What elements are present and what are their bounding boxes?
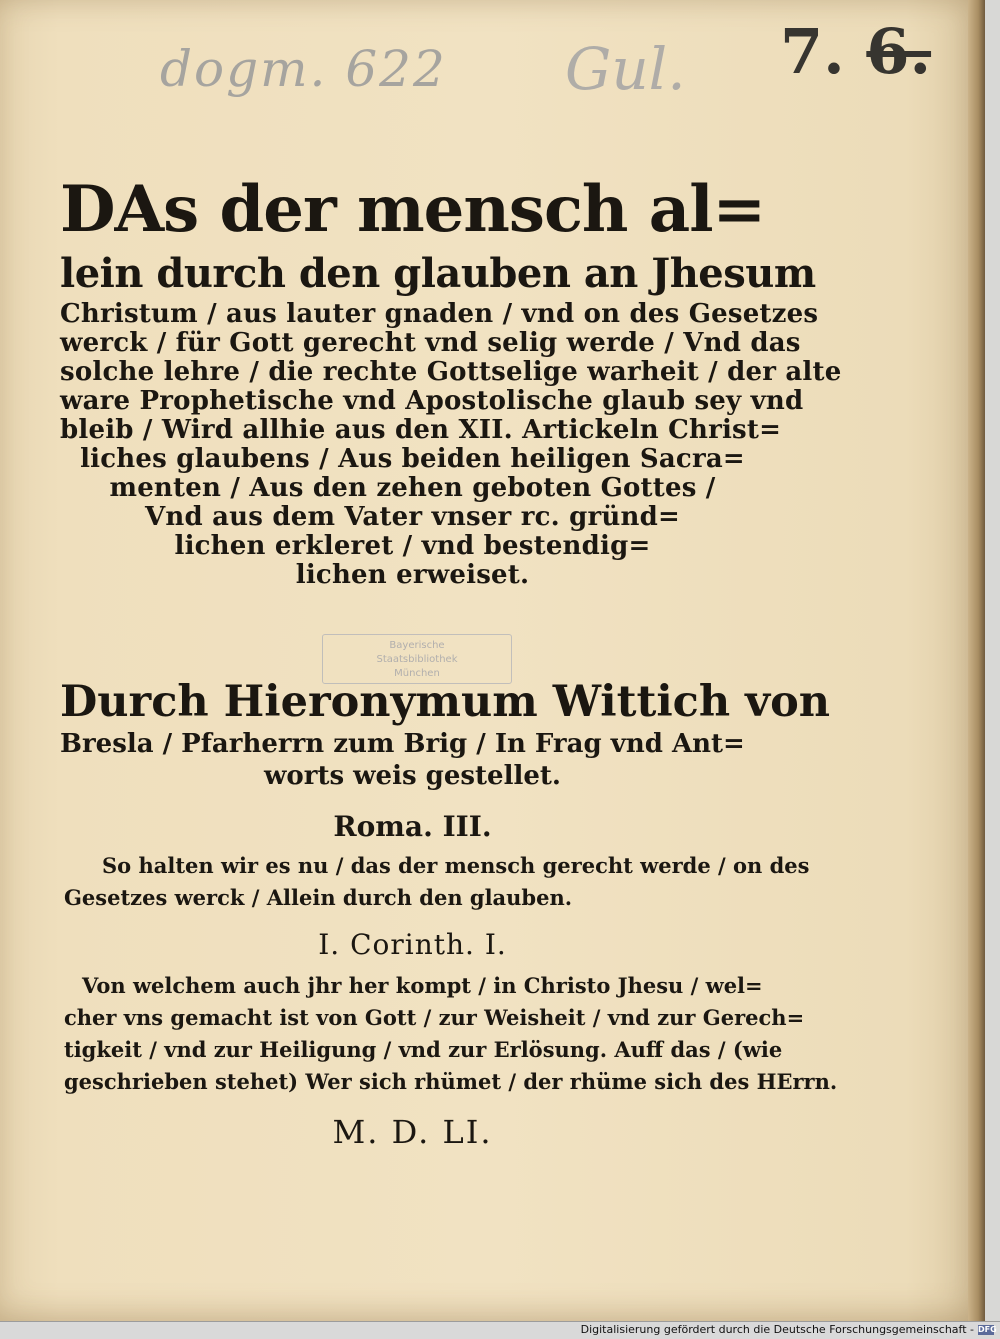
author-line: Durch Hieronymum Wittich von bbox=[60, 677, 831, 727]
quote-line: cher vns gemacht ist von Gott / zur Weisheit / vnd zur Gerech= bbox=[64, 1005, 805, 1030]
author-statement bbox=[60, 676, 831, 792]
title-line: bleib / Wird allhie aus den XII. Artickeln Christ= bbox=[60, 415, 782, 445]
stamp-line: Bayerische bbox=[389, 640, 445, 651]
title-line: liches glaubens / Aus beiden heiligen Sacra= bbox=[80, 444, 745, 474]
title-line: Christum / aus lauter gnaden / vnd on des Gesetzes bbox=[60, 299, 819, 329]
handwritten-call-number: dogm. 622 bbox=[160, 40, 447, 98]
title-line: werck / für Gott gerecht vnd selig werde / Vnd das bbox=[60, 328, 801, 358]
digitization-footer bbox=[0, 1321, 1000, 1339]
quote-reference-romans: Roma. III. bbox=[333, 810, 492, 843]
quote-line: Gesetzes werck / Allein durch den glauben. bbox=[64, 885, 573, 910]
handwritten-item-number bbox=[780, 15, 931, 88]
title-line: DAs der mensch al= bbox=[60, 172, 766, 247]
dfg-logo-icon: DFG bbox=[978, 1325, 997, 1334]
item-number-struck: 6. bbox=[866, 15, 932, 88]
title-line: lein durch den glauben an Jhesum bbox=[60, 250, 816, 297]
book-title bbox=[60, 172, 842, 590]
handwritten-signature: Gul. bbox=[565, 35, 686, 103]
quote-line: So halten wir es nu / das der mensch gerecht werde / on des bbox=[102, 853, 810, 878]
publication-year: M. D. LI. bbox=[332, 1113, 493, 1151]
quote-line: Von welchem auch jhr her kompt / in Christo Jhesu / wel= bbox=[82, 973, 763, 998]
title-line: solche lehre / die rechte Gottselige warheit / der alte bbox=[60, 357, 842, 387]
quote-romans bbox=[64, 850, 810, 914]
quote-corinthians bbox=[64, 970, 838, 1098]
stamp-line: München bbox=[394, 668, 440, 679]
title-line: lichen erweiset. bbox=[295, 560, 530, 590]
quote-line: geschrieben stehet) Wer sich rhümet / der rhüme sich des HErrn. bbox=[64, 1069, 838, 1094]
title-line: Vnd aus dem Vater vnser rc. gründ= bbox=[145, 502, 680, 532]
footer-credit: Digitalisierung gefördert durch die Deutsche Forschungsgemeinschaft - bbox=[580, 1323, 974, 1336]
quote-reference-corinthians: I. Corinth. I. bbox=[318, 928, 507, 961]
title-line: lichen erkleret / vnd bestendig= bbox=[174, 531, 651, 561]
page-edge bbox=[968, 0, 985, 1322]
author-line: worts weis gestellet. bbox=[264, 761, 561, 791]
stamp-line: Staatsbibliothek bbox=[376, 654, 458, 665]
author-line: Bresla / Pfarherrn zum Brig / In Frag vnd Ant= bbox=[60, 729, 745, 759]
item-number-current: 7. bbox=[780, 15, 845, 88]
title-line: ware Prophetische vnd Apostolische glaub sey vnd bbox=[60, 386, 804, 416]
title-line: menten / Aus den zehen geboten Gottes / bbox=[109, 473, 716, 503]
quote-line: tigkeit / vnd zur Heiligung / vnd zur Erlösung. Auff das / (wie bbox=[64, 1037, 783, 1062]
